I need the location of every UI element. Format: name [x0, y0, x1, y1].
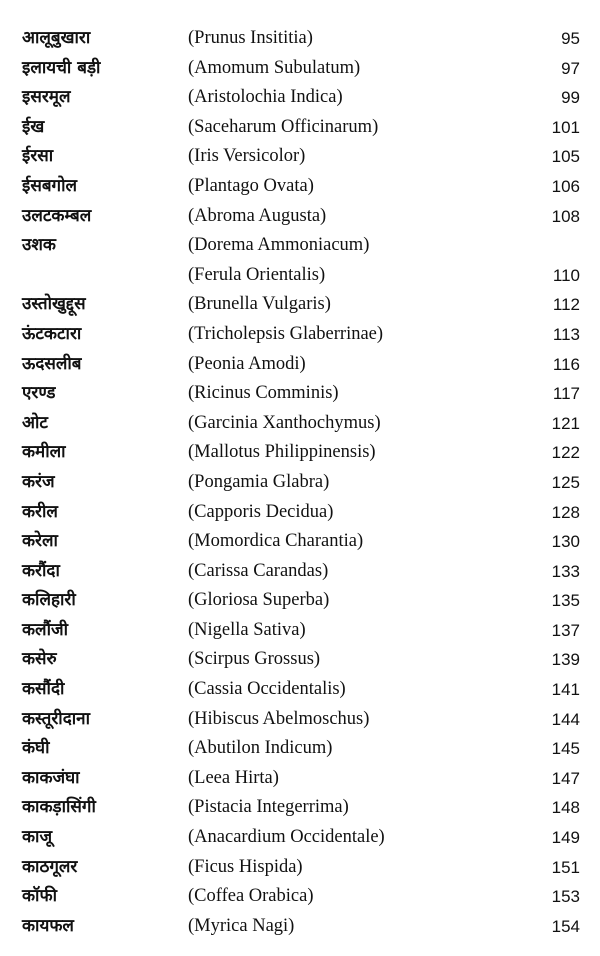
hindi-name: काजू	[22, 827, 53, 848]
hindi-name: उलटकम्बल	[22, 205, 92, 226]
hindi-name: ईरसा	[22, 146, 54, 167]
page-number: 122	[551, 443, 580, 463]
hindi-name: कायफल	[22, 915, 74, 936]
index-row	[0, 793, 600, 823]
index-row	[0, 468, 600, 498]
page-number: 121	[551, 413, 580, 433]
index-row	[0, 54, 600, 84]
hindi-name: इसरमूल	[22, 87, 71, 108]
page-number: 110	[552, 265, 580, 285]
hindi-name: कलौंजी	[22, 619, 69, 640]
index-row	[0, 290, 600, 320]
botanical-name: (Leea Hirta)	[188, 767, 279, 788]
page-number: 128	[551, 502, 580, 522]
hindi-name: उशक	[22, 235, 56, 256]
botanical-name: (Brunella Vulgaris)	[188, 294, 331, 315]
botanical-name: (Saceharum Officinarum)	[188, 116, 379, 137]
page-number: 117	[552, 384, 580, 404]
botanical-name: (Carissa Carandas)	[188, 560, 329, 581]
index-row	[0, 202, 600, 232]
botanical-name: (Mallotus Philippinensis)	[188, 442, 376, 463]
botanical-name: (Peonia Amodi)	[188, 353, 306, 374]
botanical-name: (Momordica Charantia)	[188, 531, 364, 552]
hindi-name: काकजंघा	[22, 767, 80, 788]
hindi-name: काठगूलर	[22, 856, 78, 877]
hindi-name: करेला	[22, 531, 58, 552]
page-number: 130	[551, 532, 580, 552]
page-number: 135	[551, 591, 580, 611]
hindi-name: कॉफी	[22, 886, 57, 907]
hindi-name: कस्तूरीदाना	[22, 708, 90, 729]
botanical-name: (Garcinia Xanthochymus)	[188, 412, 381, 433]
page-number: 113	[552, 324, 580, 344]
hindi-name: करील	[22, 501, 58, 522]
page-number: 99	[561, 88, 580, 108]
botanical-name: (Hibiscus Abelmoschus)	[188, 708, 370, 729]
page-number: 149	[551, 828, 580, 848]
hindi-name: ईख	[22, 116, 45, 137]
hindi-name: कसौंदी	[22, 679, 65, 700]
page-number: 108	[551, 206, 580, 226]
page-number: 144	[551, 709, 580, 729]
page-number: 151	[551, 857, 580, 877]
index-list	[0, 24, 600, 941]
index-row	[0, 24, 600, 54]
page-number: 148	[551, 798, 580, 818]
index-row	[0, 350, 600, 380]
page-number: 147	[551, 768, 580, 788]
index-row	[0, 853, 600, 883]
page-number: 133	[551, 561, 580, 581]
page-number: 125	[551, 472, 580, 492]
page-number: 95	[561, 29, 580, 48]
botanical-name: (Tricholepsis Glaberrinae)	[188, 323, 384, 344]
page-number: 145	[551, 739, 580, 759]
botanical-name: (Abroma Augusta)	[188, 205, 327, 226]
botanical-name: (Myrica Nagi)	[188, 915, 295, 936]
botanical-name: (Pongamia Glabra)	[188, 471, 330, 492]
page-number: 141	[551, 680, 580, 700]
hindi-name: कंघी	[22, 738, 50, 759]
botanical-name: (Dorema Ammoniacum)	[188, 235, 370, 256]
botanical-name: (Capporis Decidua)	[188, 501, 334, 522]
page-number: 106	[551, 176, 580, 196]
hindi-name: इलायची बड़ी	[22, 57, 101, 78]
botanical-name: (Aristolochia Indica)	[188, 87, 343, 108]
index-row	[0, 409, 600, 439]
index-row	[0, 823, 600, 853]
botanical-name: (Coffea Orabica)	[188, 886, 314, 907]
botanical-name: (Abutilon Indicum)	[188, 738, 333, 759]
index-row	[0, 231, 600, 261]
index-row	[0, 142, 600, 172]
botanical-name: (Ferula Orientalis)	[188, 264, 326, 285]
page-number: 101	[551, 117, 580, 137]
botanical-name: (Nigella Sativa)	[188, 619, 306, 640]
index-row	[0, 912, 600, 942]
botanical-name: (Cassia Occidentalis)	[188, 679, 346, 700]
index-row	[0, 261, 600, 291]
botanical-name: (Ficus Hispida)	[188, 856, 303, 877]
index-row	[0, 586, 600, 616]
page-number: 97	[561, 58, 580, 78]
hindi-name: कसेरु	[22, 649, 57, 670]
index-row	[0, 557, 600, 587]
index-row	[0, 734, 600, 764]
hindi-name: कलिहारी	[22, 590, 76, 611]
index-row	[0, 645, 600, 675]
page-number: 116	[552, 354, 580, 374]
hindi-name: काकड़ासिंगी	[22, 797, 96, 818]
index-row	[0, 764, 600, 794]
hindi-name: करौंदा	[22, 560, 60, 581]
page-number: 112	[552, 295, 580, 315]
botanical-name: (Plantago Ovata)	[188, 175, 314, 196]
page-number: 153	[551, 887, 580, 907]
botanical-name: (Anacardium Occidentale)	[188, 827, 385, 848]
index-row	[0, 498, 600, 528]
botanical-name: (Prunus Insititia)	[188, 28, 313, 48]
botanical-name: (Scirpus Grossus)	[188, 649, 321, 670]
index-row	[0, 616, 600, 646]
hindi-name: करंज	[22, 471, 55, 492]
botanical-name: (Iris Versicolor)	[188, 146, 306, 167]
index-row	[0, 379, 600, 409]
page-number: 105	[551, 147, 580, 167]
page-number: 139	[551, 650, 580, 670]
botanical-name: (Pistacia Integerrima)	[188, 797, 349, 818]
hindi-name: एरण्ड	[22, 383, 56, 404]
page-number: 137	[551, 620, 580, 640]
index-row	[0, 882, 600, 912]
index-row	[0, 705, 600, 735]
index-row	[0, 113, 600, 143]
index-row	[0, 83, 600, 113]
hindi-name: ऊंटकटारा	[22, 323, 82, 344]
index-row	[0, 172, 600, 202]
hindi-name: ईसबगोल	[22, 175, 78, 196]
index-row	[0, 438, 600, 468]
hindi-name: ऊदसलीब	[22, 353, 82, 374]
botanical-name: (Amomum Subulatum)	[188, 57, 361, 78]
botanical-name: (Ricinus Comminis)	[188, 383, 339, 404]
hindi-name: कमीला	[22, 442, 66, 463]
hindi-name: उस्तोखुद्दूस	[22, 294, 86, 315]
index-row	[0, 675, 600, 705]
index-row	[0, 527, 600, 557]
botanical-name: (Gloriosa Superba)	[188, 590, 330, 611]
hindi-name: आलूबुखारा	[22, 28, 91, 48]
hindi-name: ओट	[22, 412, 48, 433]
page-number: 154	[551, 916, 580, 936]
index-row	[0, 320, 600, 350]
